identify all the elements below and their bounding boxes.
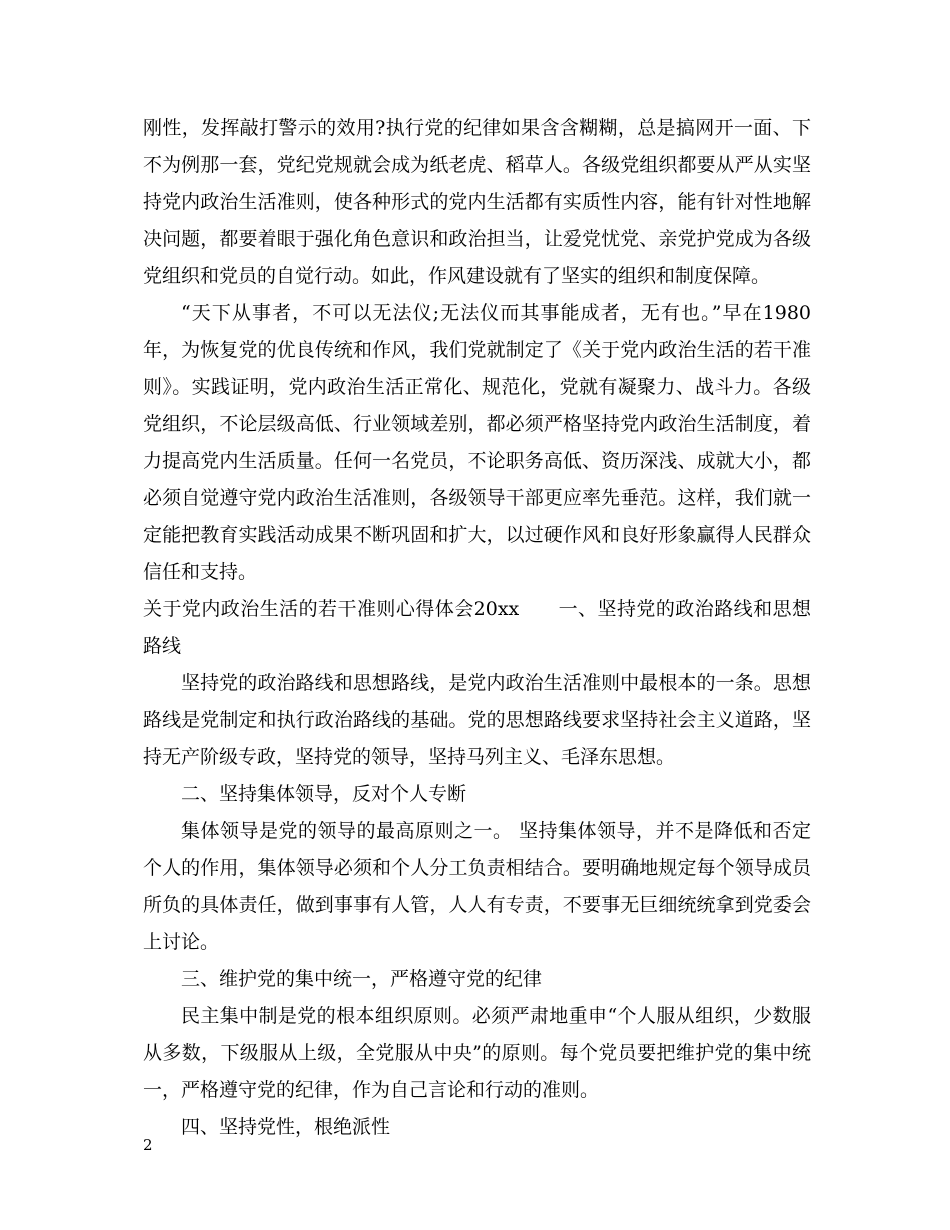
document-body — [143, 110, 811, 1146]
paragraph-political-line: 坚持党的政治路线和思想路线，是党内政治生活准则中最根本的一条。思想路线是党制定和执行政治路线的基础。党的思想路线要求坚持社会主义道路，坚持无产阶级专政，坚持党的领导，坚持马列主义、毛泽东思想。 — [143, 672, 811, 768]
paragraph-quote-1980: “天下从事者，不可以无法仪;无法仪而其事能成者，无有也。”早在1980年，为恢复党的优良传统和作风，我们党就制定了《关于党内政治生活的若干准则》。实践证明，党内政治生活正常化、规范化，党就有凝聚力、战斗力。各级党组织，不论层级高低、行业领域差别，都必须严格坚持党内政治生活制度，着力提高党内生活质量。任何一名党员，不论职务高低、资历深浅、成就大小，都必须自觉遵守党内政治生活准则，各级领导干部更应率先垂范。这样，我们就一定能把教育实践活动成果不断巩固和扩大，以过硬作风和良好形象赢得人民群众信任和支持。 — [143, 302, 811, 583]
heading-party-discipline: 三、维护党的集中统一，严格遵守党的纪律 — [181, 968, 543, 990]
paragraph-democratic-centralism: 民主集中制是党的根本组织原则。必须严肃地重申“个人服从组织，少数服从多数，下级服从上级，全党服从中央”的原则。每个党员要把维护党的集中统一，严格遵守党的纪律，作为自己言论和行动的准则。 — [143, 1005, 811, 1101]
paragraph-continued: 刚性，发挥敲打警示的效用?执行党的纪律如果含含糊糊，总是搞网开一面、下不为例那一套，党纪党规就会成为纸老虎、稻草人。各级党组织都要从严从实坚持党内政治生活准则，使各种形式的党内生活都有实质性内容，能有针对性地解决问题，都要着眼于强化角色意识和政治担当，让爱党忧党、亲党护党成为各级党组织和党员的自觉行动。如此，作风建设就有了坚实的组织和制度保障。 — [143, 117, 811, 287]
section-heading-line: 关于党内政治生活的若干准则心得体会20xx 一、坚持党的政治路线和思想路线 — [143, 598, 811, 657]
heading-party-spirit: 四、坚持党性，根绝派性 — [181, 1116, 391, 1138]
paragraph-collective-leadership: 集体领导是党的领导的最高原则之一。 坚持集体领导，并不是降低和否定个人的作用，集体领导必须和个人分工负责相结合。要明确地规定每个领导成员所负的具体责任，做到事事有人管，人人有专责，不要事无巨细统统拿到党委会上讨论。 — [143, 820, 811, 953]
page-number: 2 — [143, 1136, 153, 1154]
heading-collective-leadership: 二、坚持集体领导，反对个人专断 — [181, 783, 467, 805]
